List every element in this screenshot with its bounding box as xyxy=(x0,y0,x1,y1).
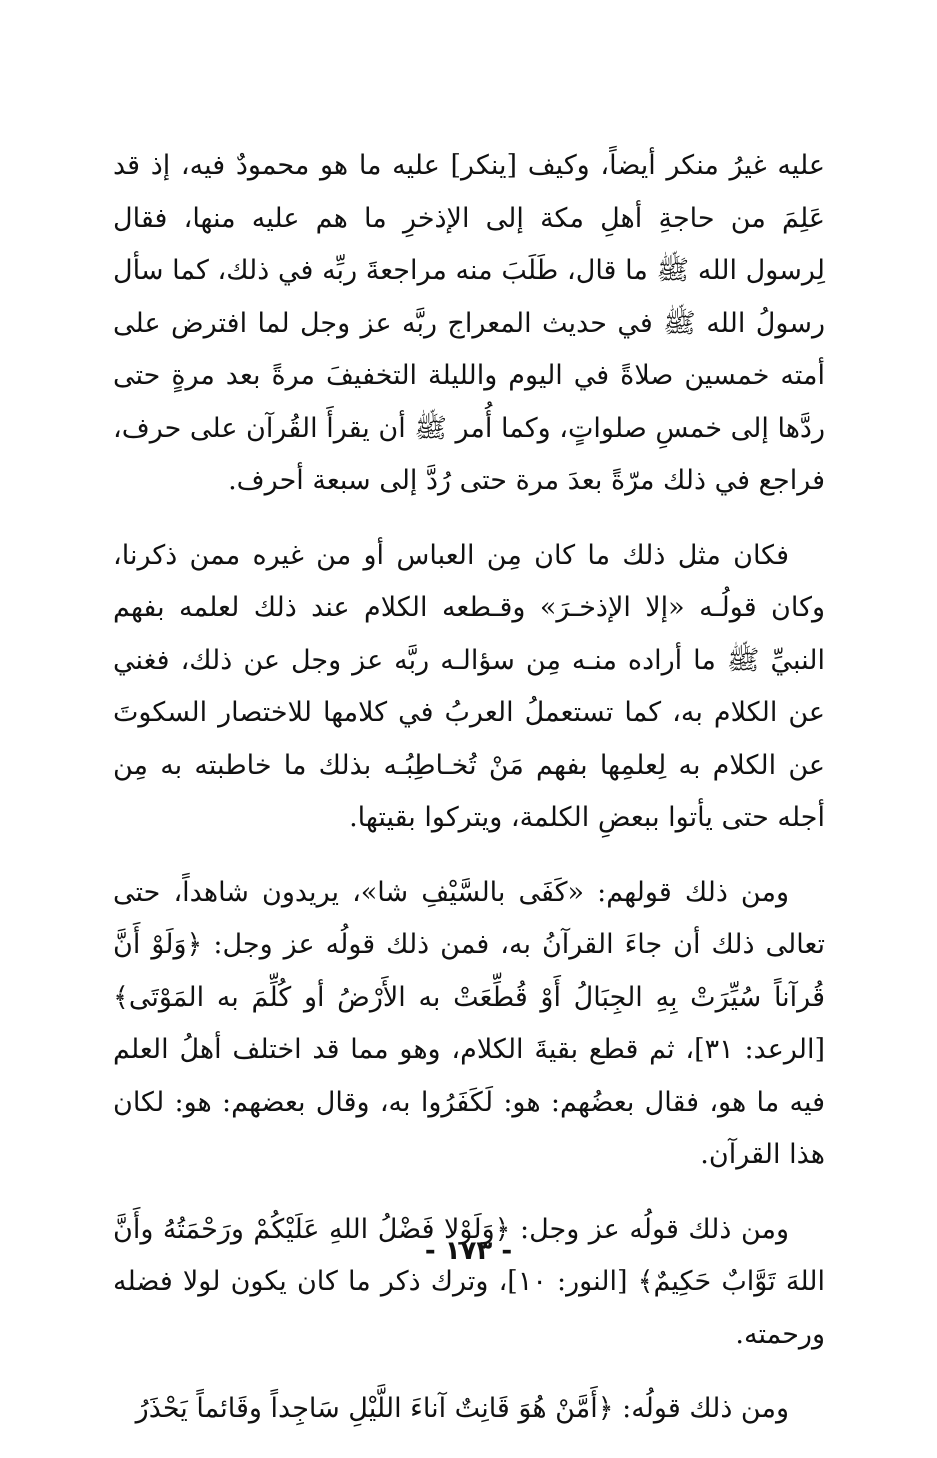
paragraph-1: عليه غيرُ منكر أيضاً، وكيف [ينكر] عليه ما هو محمودٌ فيه، إذ قد عَلِمَ من حاجةِ أهلِ مكة إلى الإذخرِ ما هم عليه منها، فقال لِرسول الله ﷺ ما قال، طَلَبَ منه مراجعةَ ربِّه في ذلك، كما سأل رسولُ الله ﷺ في حديث المعراج ربَّه عز وجل لما افترض على أمته خمسين صلاةً في اليوم والليلة التخفيفَ مرةً بعد مرةٍ حتى ردَّها إلى خمسِ صلواتٍ، وكما أُمر ﷺ أن يقرأَ القُرآن على حرف، فراجع في ذلك مرّةً بعدَ مرة حتى رُدَّ إلى سبعة أحرف. xyxy=(113,150,825,496)
paragraph-5: ومن ذلك قولُه: ﴿أَمَّنْ هُوَ قَانِتٌ آناءَ اللَّيْلِ سَاجِداً وقَائماً يَحْذَرُ xyxy=(135,1393,789,1424)
paragraph-2: فكان مثل ذلك ما كان مِن العباس أو من غيره ممن ذكرنا، وكان قولُـه «إلا الإذخـرَ» وقـطعه الكلام عند ذلك لعلمه بفهم النبيِّ ﷺ ما أراده منـه مِن سؤالـه ربَّه عز وجل عن ذلك، فغني عن الكلام به، كما تستعملُ العربُ في كلامها للاختصار السكوتَ عن الكلام به لِعلمِها بفهم مَنْ تُخـاطِبُـه بذلك ما خاطبته به مِن أجله حتى يأتوا ببعضِ الكلمة، ويتركوا بقيتها. xyxy=(113,539,825,833)
paragraph-4: ومن ذلك قولُه عز وجل: ﴿وَلَوْلا فَضْلُ اللهِ عَلَيْكُمْ ورَحْمَتُهُ وأَنَّ اللهَ تَوَّابٌ حَكِيمٌ﴾ [النور: ١٠]، وترك ذكر ما كان يكون لولا فضله ورحمته. xyxy=(113,1213,825,1350)
page-number: - ١٧٣ - xyxy=(424,1236,513,1266)
paragraph-3: ومن ذلك قولهم: «كَفَى بالسَّيْفِ شا»، يريدون شاهداً، حتى تعالى ذلك أن جاءَ القرآنُ به، فمن ذلك قولُه عز وجل: ﴿وَلَوْ أَنَّ قُرآناً سُيِّرَتْ بِهِ الجِبَالُ أَوْ قُطِّعَتْ به الأَرْضُ أو كُلِّمَ به المَوْتَى﴾ [الرعد: ٣١]، ثم قطع بقيةَ الكلام، وهو مما قد اختلف أهلُ العلم فيه ما هو، فقال بعضُهم: هو: لَكَفَرُوا به، وقال بعضهم: هو: لكان هذا القرآن. xyxy=(113,876,825,1170)
